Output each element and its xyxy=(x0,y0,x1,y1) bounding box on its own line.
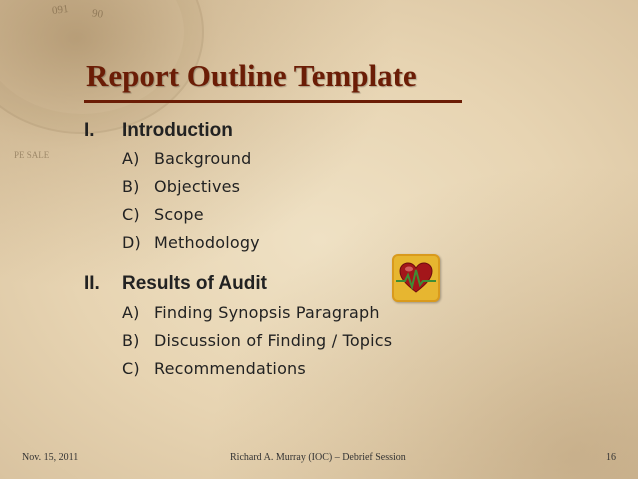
heart-monitor-speech-bubble-icon xyxy=(392,254,440,302)
outline-item xyxy=(122,149,251,168)
item-text: Finding Synopsis Paragraph xyxy=(154,303,380,322)
section-title: Introduction xyxy=(122,120,233,141)
outline-item xyxy=(122,303,380,322)
item-letter: C) xyxy=(122,359,140,378)
item-letter: A) xyxy=(122,303,140,322)
section-number: II. xyxy=(84,273,100,294)
item-text: Objectives xyxy=(154,177,241,196)
heart-icon xyxy=(394,256,438,300)
compass-text: 90 xyxy=(91,7,104,21)
slide-title: Report Outline Template xyxy=(86,58,417,93)
item-text: Methodology xyxy=(154,233,260,252)
item-text: Scope xyxy=(154,205,204,224)
section-number: I. xyxy=(84,120,95,141)
outline-item xyxy=(122,205,204,224)
item-text: Discussion of Finding / Topics xyxy=(154,331,393,350)
outline-item xyxy=(122,233,260,252)
item-letter: D) xyxy=(122,233,141,252)
item-letter: B) xyxy=(122,177,140,196)
title-underline xyxy=(84,100,462,103)
compass-text: 091 xyxy=(51,2,70,18)
slide-number: 16 xyxy=(606,452,616,463)
outline-item xyxy=(122,177,240,196)
outline-item xyxy=(122,359,306,378)
section-title: Results of Audit xyxy=(122,273,267,294)
footer-presenter: Richard A. Murray (IOC) – Debrief Session xyxy=(230,452,406,463)
item-letter: C) xyxy=(122,205,140,224)
item-text: Background xyxy=(154,149,252,168)
item-letter: B) xyxy=(122,331,140,350)
outline-item xyxy=(122,331,392,350)
item-letter: A) xyxy=(122,149,140,168)
footer-date: Nov. 15, 2011 xyxy=(22,452,79,463)
item-text: Recommendations xyxy=(154,359,306,378)
compass-text: PE SALE xyxy=(14,150,50,160)
